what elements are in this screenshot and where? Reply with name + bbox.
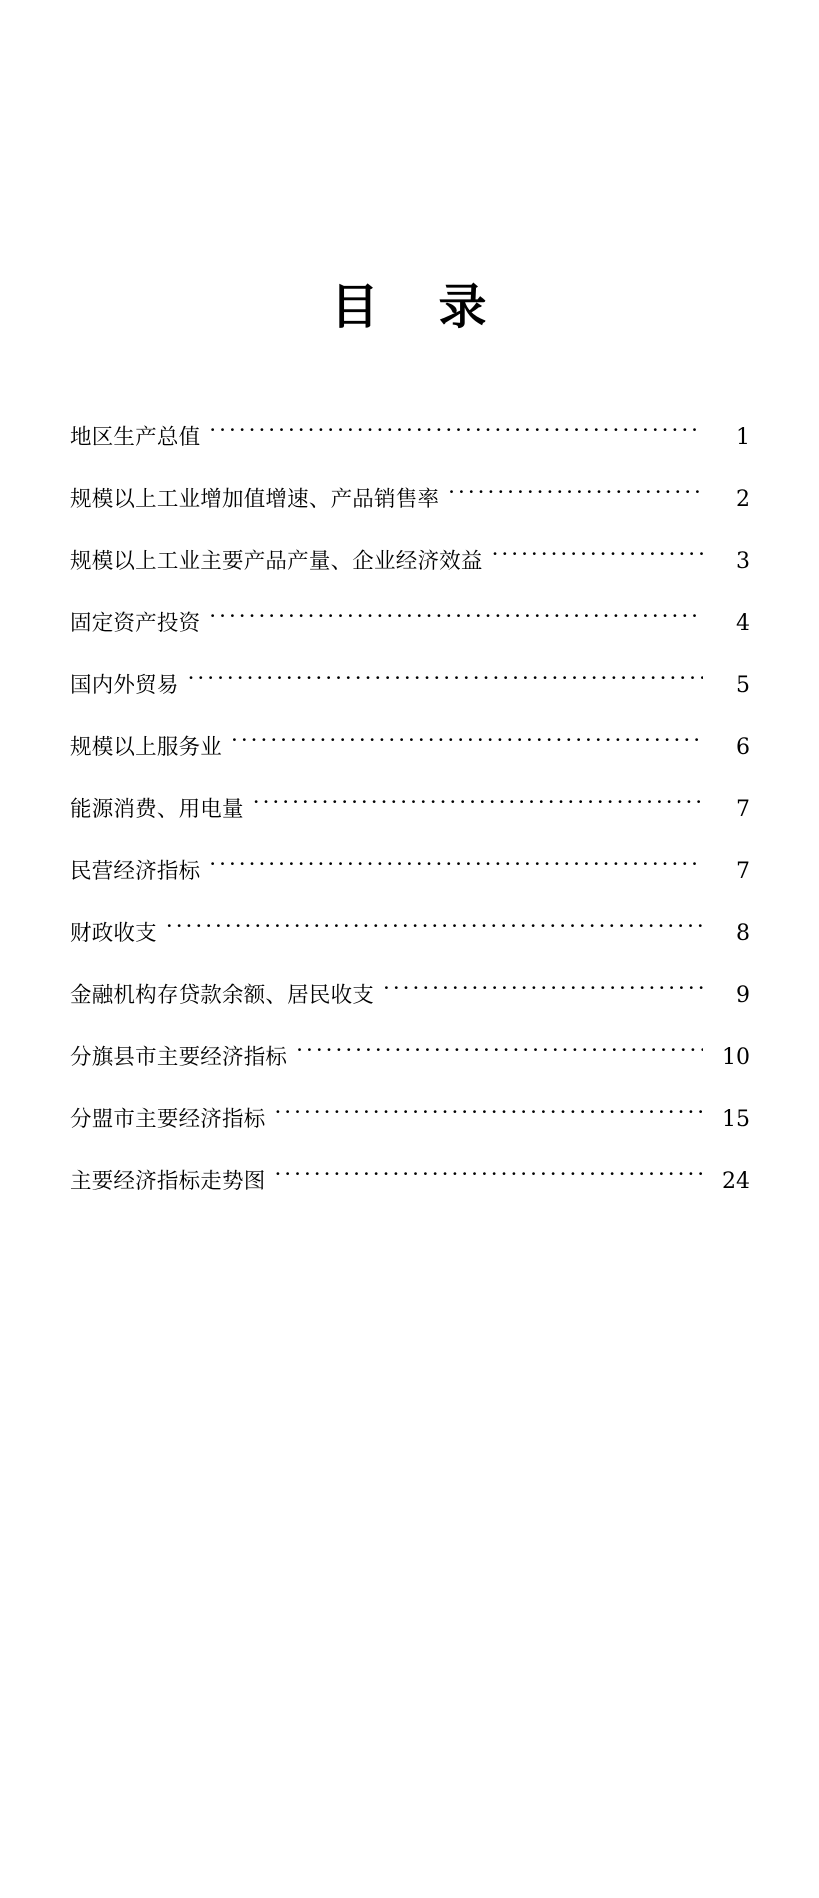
toc-entry-page: 8 <box>736 921 750 946</box>
toc-leader-dots <box>209 609 703 631</box>
toc-leader-dots <box>231 733 703 755</box>
toc-entry-label: 规模以上工业主要产品产量、企业经济效益 <box>70 549 483 574</box>
toc-entry-label: 主要经济指标走势图 <box>70 1169 266 1194</box>
toc-entry[interactable] <box>70 544 750 606</box>
toc-entry[interactable] <box>70 916 750 978</box>
toc-entry-label: 能源消费、用电量 <box>70 797 244 822</box>
table-of-contents <box>70 420 750 1226</box>
toc-entry-label: 规模以上服务业 <box>70 735 223 760</box>
toc-entry-label: 国内外贸易 <box>70 673 179 698</box>
toc-leader-dots <box>296 1043 703 1065</box>
page-title-char-2: 录 <box>438 279 489 335</box>
toc-entry-label: 金融机构存贷款余额、居民收支 <box>70 983 375 1008</box>
toc-entry[interactable] <box>70 978 750 1040</box>
toc-leader-dots <box>166 919 703 941</box>
toc-entry[interactable] <box>70 1040 750 1102</box>
toc-entry[interactable] <box>70 1164 750 1226</box>
toc-entry[interactable] <box>70 854 750 916</box>
toc-entry-label: 地区生产总值 <box>70 425 201 450</box>
toc-entry-page: 15 <box>722 1107 750 1132</box>
toc-entry-page: 9 <box>736 983 750 1008</box>
page-title-char-1: 目 <box>330 279 381 335</box>
toc-entry-page: 4 <box>736 611 750 636</box>
toc-leader-dots <box>448 485 703 507</box>
toc-leader-dots <box>188 671 703 693</box>
toc-leader-dots <box>253 795 703 817</box>
toc-entry-label: 分旗县市主要经济指标 <box>70 1045 288 1070</box>
toc-entry-label: 固定资产投资 <box>70 611 201 636</box>
toc-entry[interactable] <box>70 668 750 730</box>
toc-entry-page: 7 <box>736 797 750 822</box>
toc-entry[interactable] <box>70 792 750 854</box>
toc-leader-dots <box>274 1105 703 1127</box>
toc-entry-page: 10 <box>722 1045 750 1070</box>
toc-entry-label: 规模以上工业增加值增速、产品销售率 <box>70 487 440 512</box>
toc-entry-page: 3 <box>736 549 750 574</box>
toc-entry-label: 民营经济指标 <box>70 859 201 884</box>
toc-entry[interactable] <box>70 1102 750 1164</box>
toc-entry[interactable] <box>70 606 750 668</box>
toc-entry-page: 7 <box>736 859 750 884</box>
toc-leader-dots <box>492 547 703 569</box>
toc-entry-page: 24 <box>722 1169 750 1194</box>
toc-leader-dots <box>383 981 703 1003</box>
toc-entry[interactable] <box>70 420 750 482</box>
toc-entry[interactable] <box>70 482 750 544</box>
toc-entry-page: 6 <box>736 735 750 760</box>
toc-entry-label: 分盟市主要经济指标 <box>70 1107 266 1132</box>
toc-leader-dots <box>209 857 703 879</box>
toc-entry[interactable] <box>70 730 750 792</box>
page-title <box>0 268 819 337</box>
toc-entry-page: 2 <box>736 487 750 512</box>
toc-leader-dots <box>209 423 703 445</box>
toc-entry-page: 5 <box>736 673 750 698</box>
toc-entry-page: 1 <box>736 425 750 450</box>
toc-entry-label: 财政收支 <box>70 921 157 946</box>
toc-leader-dots <box>274 1167 703 1189</box>
